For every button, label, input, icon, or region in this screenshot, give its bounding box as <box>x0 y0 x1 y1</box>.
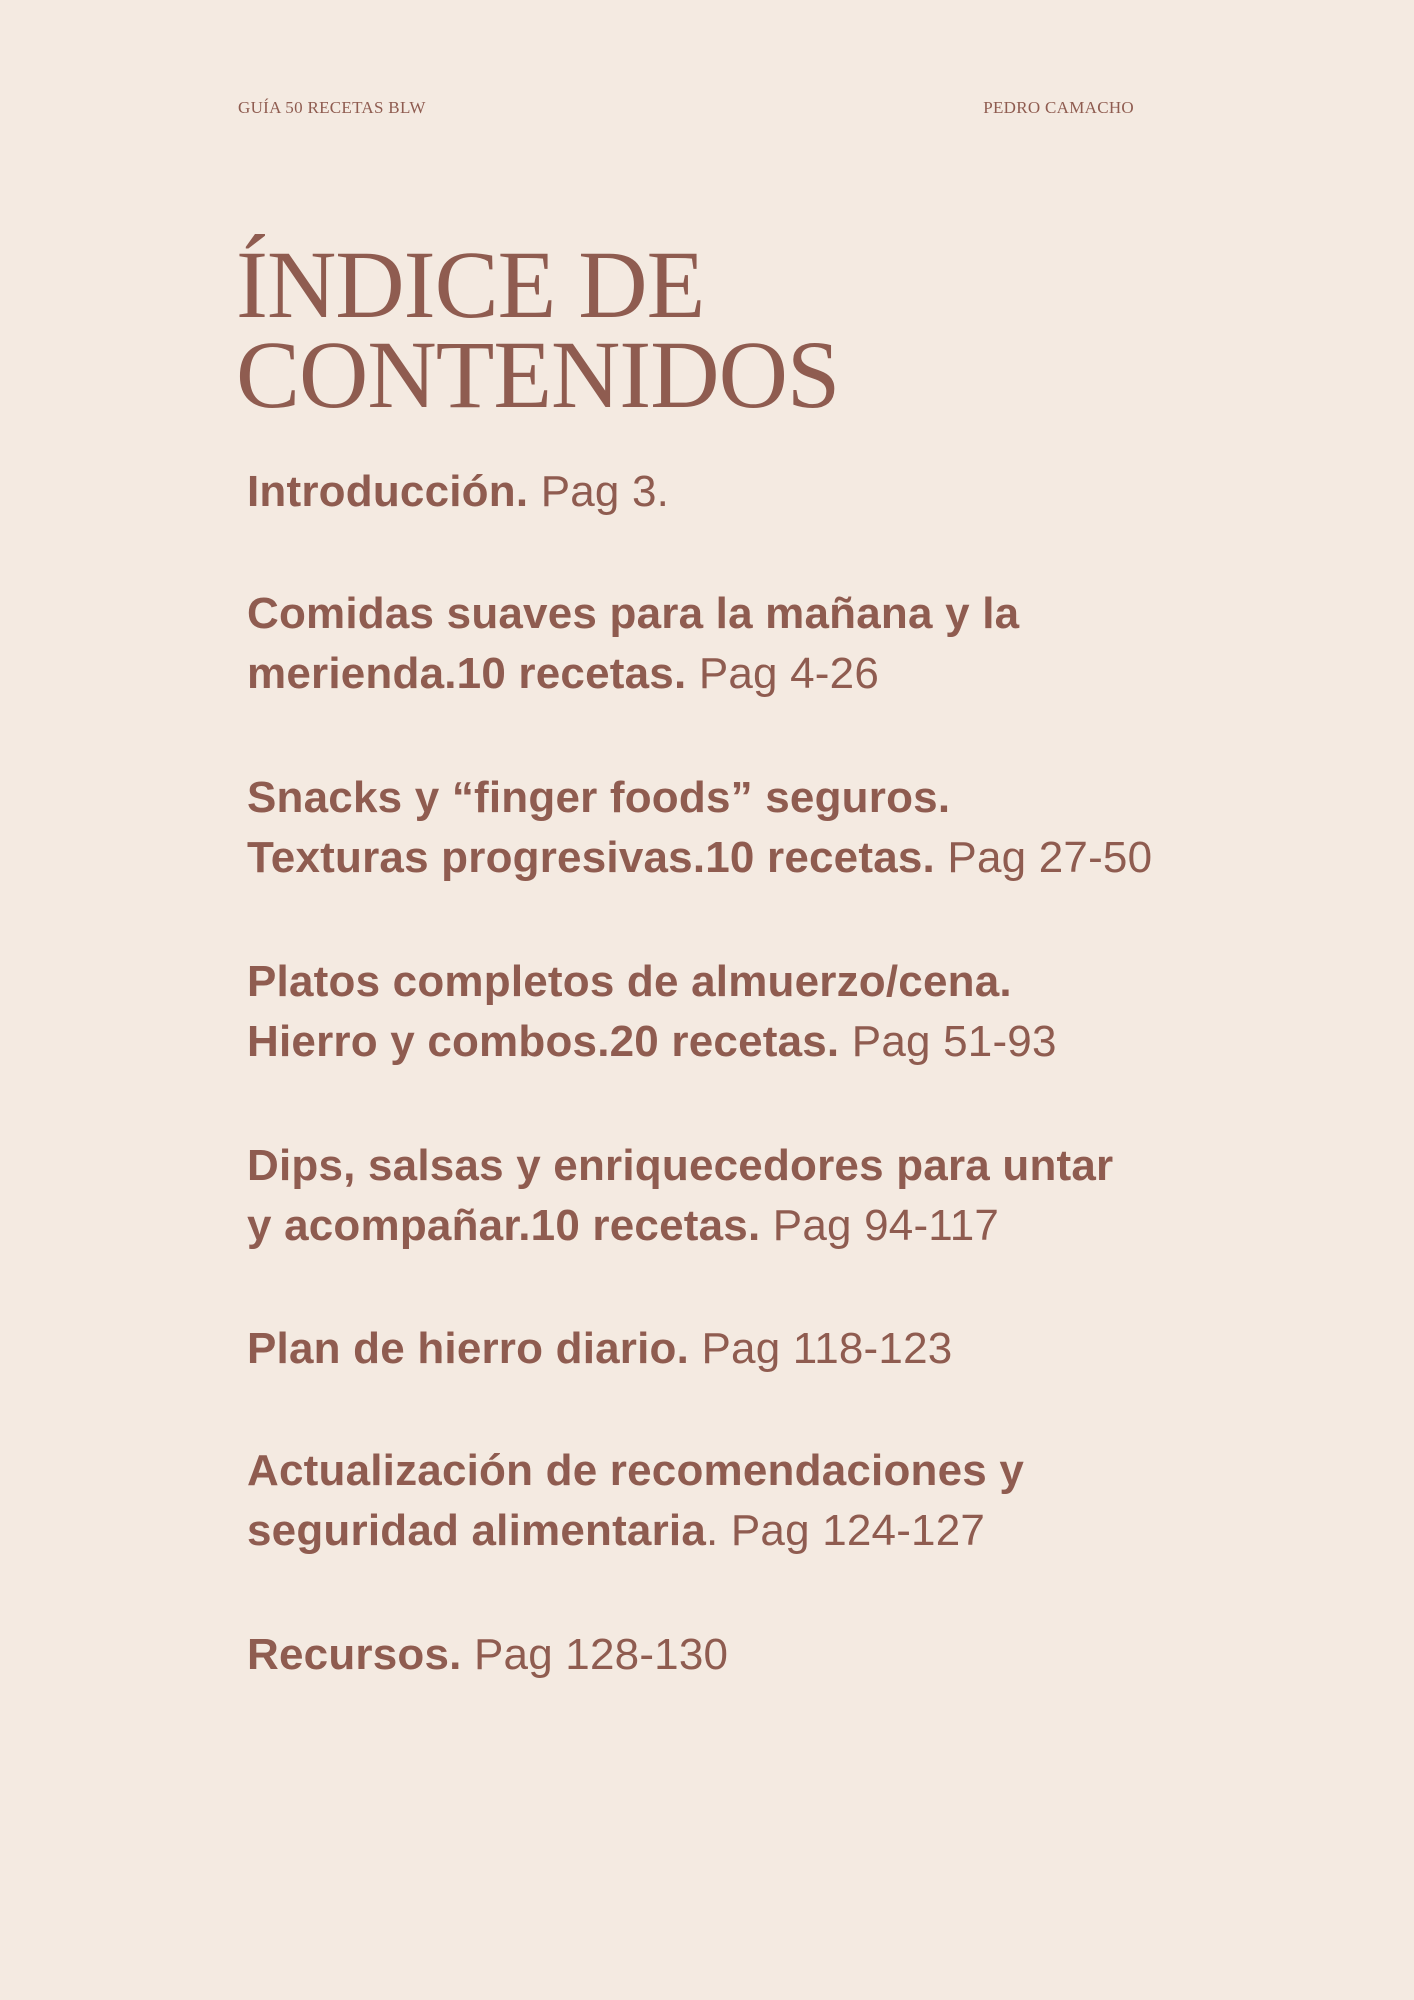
toc-entry-pages: Pag 118-123 <box>689 1324 953 1373</box>
toc-entry-platos-completos <box>247 952 1247 1072</box>
toc-entry-pages: Pag 128-130 <box>461 1630 729 1679</box>
toc-entry-snacks <box>247 768 1247 888</box>
toc-entry-line <box>247 1319 1247 1379</box>
toc-entry-line <box>247 644 1247 704</box>
toc-entry-title: Comidas suaves para la mañana y la <box>247 589 1020 638</box>
toc-entry-pages: . Pag 124-127 <box>706 1506 986 1555</box>
toc-entry-comidas-suaves <box>247 584 1247 704</box>
toc-entry-pages: Pag 3. <box>528 467 670 516</box>
toc-entry-line <box>247 584 1247 644</box>
guide-title-header: GUÍA 50 RECETAS BLW <box>238 98 426 117</box>
page-title-line-2: CONTENIDOS <box>236 321 840 428</box>
page-title-line-1: ÍNDICE DE <box>236 231 705 338</box>
toc-entry-pages: Pag 94-117 <box>760 1201 1000 1250</box>
toc-entry-plan-hierro <box>247 1319 1247 1379</box>
toc-entry-title: Introducción. <box>247 467 529 516</box>
toc-entry-line <box>247 828 1247 888</box>
toc-entry-title: Platos completos de almuerzo/cena. <box>247 957 1012 1006</box>
page-title <box>236 231 840 428</box>
toc-entry-introduccion <box>247 462 1247 522</box>
toc-entry-line <box>247 1441 1247 1501</box>
toc-entry-title: y acompañar.10 recetas. <box>247 1201 761 1250</box>
toc-entry-title: Actualización de recomendaciones y <box>247 1446 1025 1495</box>
toc-entry-title: Snacks y “finger foods” seguros. <box>247 773 951 822</box>
toc-entry-line <box>247 952 1247 1012</box>
toc-entry-title: Plan de hierro diario. <box>247 1324 690 1373</box>
toc-entry-pages: Pag 27-50 <box>934 833 1153 882</box>
toc-entry-line <box>247 1501 1247 1561</box>
toc-entry-actualizacion <box>247 1441 1247 1561</box>
toc-entry-title: merienda.10 recetas. <box>247 649 687 698</box>
toc-entry-line <box>247 1136 1247 1196</box>
toc-entry-line <box>247 1012 1247 1072</box>
toc-entry-pages: Pag 4-26 <box>686 649 879 698</box>
toc-entry-title: Texturas progresivas.10 recetas. <box>247 833 935 882</box>
toc-entry-dips-salsas <box>247 1136 1247 1256</box>
toc-entry-line <box>247 768 1247 828</box>
author-name-header: PEDRO CAMACHO <box>983 98 1134 117</box>
toc-entry-title: Recursos. <box>247 1630 462 1679</box>
running-header <box>238 98 1134 120</box>
toc-entry-line <box>247 1196 1247 1256</box>
toc-entry-line <box>247 462 1247 522</box>
toc-entry-title: Dips, salsas y enriquecedores para untar <box>247 1141 1114 1190</box>
toc-entry-title: Hierro y combos.20 recetas. <box>247 1017 840 1066</box>
toc-entry-recursos <box>247 1625 1247 1685</box>
toc-entry-title: seguridad alimentaria <box>247 1506 707 1555</box>
toc-entry-pages: Pag 51-93 <box>839 1017 1057 1066</box>
toc-entry-line <box>247 1625 1247 1685</box>
